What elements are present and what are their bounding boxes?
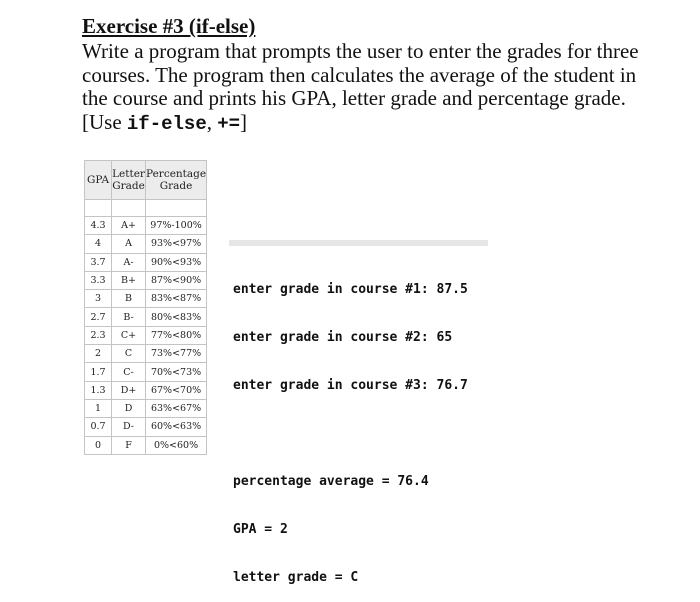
table-row <box>85 290 207 308</box>
table-row <box>85 308 207 326</box>
cell-gpa: 2.3 <box>85 326 112 344</box>
console-input-line-3: enter grade in course #3: 76.7 <box>233 378 468 393</box>
console-output-gpa: GPA = 2 <box>233 522 288 537</box>
grade-table <box>84 160 207 455</box>
cell-letter-grade: A+ <box>112 217 146 235</box>
cell-letter-grade: B+ <box>112 271 146 289</box>
cell-letter-grade: F <box>112 436 146 454</box>
cell-percentage-grade: 93%<97% <box>146 235 207 253</box>
cell-gpa: 4.3 <box>85 217 112 235</box>
cell-percentage-grade: 83%<87% <box>146 290 207 308</box>
table-row <box>85 418 207 436</box>
cell-letter-grade: C <box>112 345 146 363</box>
table-row <box>85 399 207 417</box>
console-input-line-1: enter grade in course #1: 87.5 <box>233 282 468 297</box>
header-letter-grade: Letter Grade <box>112 161 146 200</box>
header-percentage-grade: Percentage Grade <box>146 161 207 200</box>
cell-percentage-grade: 0%<60% <box>146 436 207 454</box>
table-row <box>85 326 207 344</box>
cell-letter-grade: C+ <box>112 326 146 344</box>
exercise-title: Exercise #3 (if-else) <box>82 14 256 38</box>
cell-letter-grade: A- <box>112 253 146 271</box>
console-output-average: percentage average = 76.4 <box>233 474 429 489</box>
console-blank-line <box>233 426 468 442</box>
cell-percentage-grade: 70%<73% <box>146 363 207 381</box>
cell-percentage-grade: 63%<67% <box>146 399 207 417</box>
cell-gpa: 3 <box>85 290 112 308</box>
header-gpa: GPA <box>85 161 112 200</box>
cell-letter-grade: D+ <box>112 381 146 399</box>
cell-percentage-grade: 73%<77% <box>146 345 207 363</box>
cell-letter-grade: C- <box>112 363 146 381</box>
cell-letter-grade: B <box>112 290 146 308</box>
table-row <box>85 345 207 363</box>
console-output-letter-grade: letter grade = C <box>233 570 359 585</box>
table-row <box>85 217 207 235</box>
cell-gpa: 1 <box>85 399 112 417</box>
cell-percentage-grade: 87%<90% <box>146 271 207 289</box>
code-operator-plus-equals: += <box>217 112 241 135</box>
table-row <box>85 436 207 454</box>
cell-letter-grade: D- <box>112 418 146 436</box>
cell-percentage-grade: 60%<63% <box>146 418 207 436</box>
table-spacer-row <box>85 200 207 217</box>
console-top-bar <box>229 240 488 246</box>
cell-gpa: 3.3 <box>85 271 112 289</box>
cell-percentage-grade: 67%<70% <box>146 381 207 399</box>
cell-gpa: 1.7 <box>85 363 112 381</box>
cell-percentage-grade: 90%<93% <box>146 253 207 271</box>
code-keyword-if-else: if-else <box>126 112 207 135</box>
cell-gpa: 1.3 <box>85 381 112 399</box>
console-output <box>233 250 468 602</box>
table-row <box>85 235 207 253</box>
cell-gpa: 4 <box>85 235 112 253</box>
description-text: Write a program that prompts the user to enter the grades for three courses. The program then calculates the average of the student in the course and prints his GPA, letter grade and percentage grade. [Use <box>82 39 639 134</box>
cell-percentage-grade: 80%<83% <box>146 308 207 326</box>
description-separator: , <box>206 109 218 134</box>
cell-percentage-grade: 77%<80% <box>146 326 207 344</box>
cell-gpa: 0.7 <box>85 418 112 436</box>
table-row <box>85 271 207 289</box>
cell-gpa: 0 <box>85 436 112 454</box>
cell-gpa: 2.7 <box>85 308 112 326</box>
table-row <box>85 363 207 381</box>
console-input-line-2: enter grade in course #2: 65 <box>233 330 453 345</box>
table-row <box>85 253 207 271</box>
cell-gpa: 3.7 <box>85 253 112 271</box>
exercise-description <box>82 40 642 136</box>
cell-gpa: 2 <box>85 345 112 363</box>
cell-letter-grade: A <box>112 235 146 253</box>
grade-table-header <box>85 161 207 200</box>
description-end: ] <box>240 109 248 134</box>
cell-letter-grade: B- <box>112 308 146 326</box>
table-row <box>85 381 207 399</box>
cell-letter-grade: D <box>112 399 146 417</box>
cell-percentage-grade: 97%-100% <box>146 217 207 235</box>
